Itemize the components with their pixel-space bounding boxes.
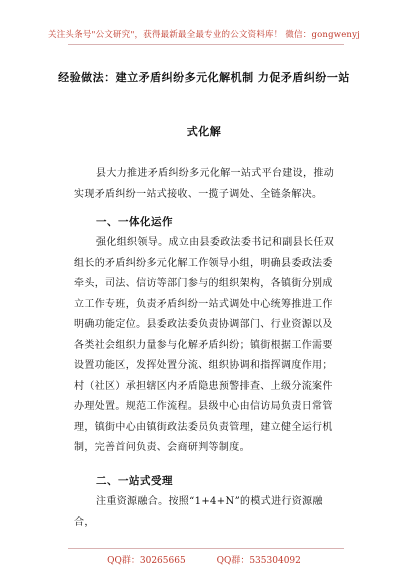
footer [0, 553, 408, 566]
footer-divider [68, 548, 344, 549]
section2-heading: 二、一站式受理 [96, 475, 173, 487]
intro-paragraph: 县大力推进矛盾纠纷多元化解一站式平台建设，推动实现矛盾纠纷一站式接收、一揽子调处、全链条解决。 [74, 168, 335, 200]
document-title-line1: 经验做法：建立矛盾纠纷多元化解机制 力促矛盾纠纷一站 [58, 71, 350, 84]
section1-paragraph: 强化组织领导。成立由县委政法委书记和副县长任双组长的矛盾纠纷多元化解工作领导小组，明确县委政法委牵头，司法、信访等部门参与的组织架构，各镇街分别成立工作专班，负责矛盾纠纷一站式调处中心统筹推进工作明确功能定位。县委政法委负责协调部门、行业资源以及各类社会组织力量参与化解矛盾纠纷；镇街根据工作需要设置功能区，发挥处置分流、组织协调和指挥调度作用；村（社区）承担辖区内矛盾隐患预警排查、上级分流案件办理处置。规范工作流程。县级中心由信访局负责日常管理，镇街中心由镇街政法委员负责管理，建立健全运行机制，完善首问负责、会商研判等制度。 [74, 237, 335, 453]
section2-paragraph: 注重资源融合。按照“1+4+N”的模式进行资源融合， [74, 496, 323, 528]
footer-qq-group-1: QQ群：30265665 [107, 556, 186, 566]
header-divider [68, 44, 344, 45]
section1-heading: 一、一体化运作 [96, 216, 173, 228]
footer-qq-group-2: QQ群：535304092 [216, 556, 301, 566]
header-banner: 关注头条号"公文研究"，获得最新最全最专业的公文资料库！ 微信：gongwenyj [48, 30, 360, 40]
document-title-line2: 式化解 [186, 125, 222, 138]
